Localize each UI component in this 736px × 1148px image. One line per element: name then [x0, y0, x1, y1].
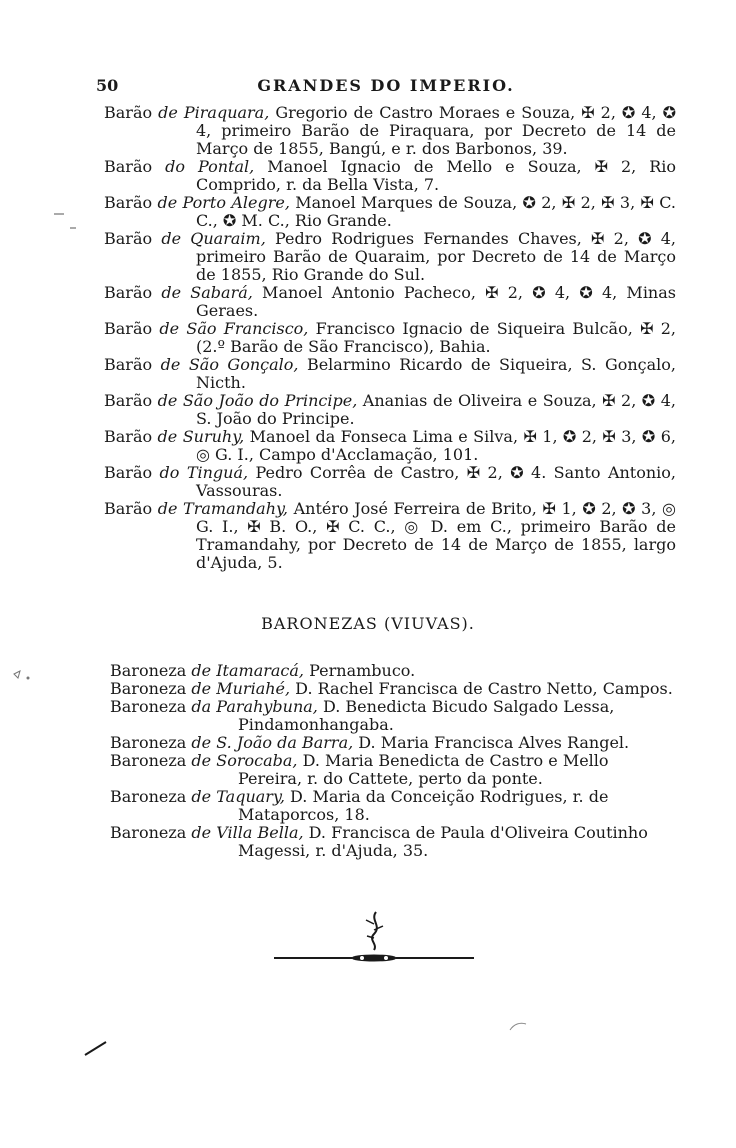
entry-prefix: Baroneza [110, 823, 187, 842]
entry-title: Pontal, [198, 157, 255, 176]
entry-preposition: de [191, 679, 212, 698]
entry-prefix: Barão [104, 391, 153, 410]
entry-prefix: Baroneza [110, 697, 187, 716]
entry [110, 698, 676, 734]
entry [104, 230, 676, 284]
entry-preposition: de [191, 733, 212, 752]
entry-title: Tramandahy, [183, 499, 288, 518]
entry-prefix: Barão [104, 319, 153, 338]
entry-title: Suruhy, [182, 427, 245, 446]
section-title: BARONEZAS (VIUVAS). [261, 614, 475, 633]
entry-preposition: de [159, 319, 180, 338]
entry [110, 788, 676, 824]
entry [104, 428, 676, 464]
entry-prefix: Barão [104, 283, 153, 302]
entry [110, 662, 676, 680]
entry-title: São João do Principe, [182, 391, 358, 410]
entry-title: Tinguá, [186, 463, 249, 482]
entry [110, 824, 676, 860]
entry-text: Pedro Rodrigues Fernandes Chaves, ✠ 2, ✪ 4, primeiro Barão de Quaraim, por Decreto de 14 de Março de 1855, Rio Grande do Sul. [196, 229, 676, 284]
entry [104, 500, 676, 572]
entry-title: S. João da Barra, [216, 733, 354, 752]
entry-preposition: de [161, 283, 182, 302]
entry [104, 392, 676, 428]
entry-prefix: Barão [104, 463, 153, 482]
entry-text: D. Maria Francisca Alves Rangel. [353, 733, 630, 752]
entry-prefix: Barão [104, 229, 153, 248]
entry-text: D. Maria Benedicta de Castro e Mello Pereira, r. do Cattete, perto da ponte. [238, 751, 609, 788]
entry-prefix: Barão [104, 103, 153, 122]
entry-prefix: Barão [104, 193, 153, 212]
entry-title: Itamaracá, [216, 661, 305, 680]
entry-title: São Gonçalo, [188, 355, 299, 374]
entry-prefix: Baroneza [110, 679, 187, 698]
entry-text: Manoel Ignacio de Mello e Souza, ✠ 2, Rio Comprido, r. da Bella Vista, 7. [196, 157, 677, 194]
entry [104, 464, 676, 500]
entry-title: Villa Bella, [216, 823, 304, 842]
entry-title: Sorocaba, [216, 751, 298, 770]
entry-prefix: Barão [104, 157, 153, 176]
entry-preposition: do [159, 463, 180, 482]
baroes-list [104, 104, 676, 572]
entry-prefix: Baroneza [110, 733, 187, 752]
entry-title: Quaraim, [190, 229, 266, 248]
entry-prefix: Barão [104, 355, 153, 374]
baronezas-list [110, 662, 676, 860]
entry-title: Piraquara, [183, 103, 270, 122]
entry-preposition: de [157, 499, 178, 518]
entry-title: Taquary, [216, 787, 285, 806]
entry-text: Manoel Marques de Souza, ✪ 2, ✠ 2, ✠ 3, ✠ C. C., ✪ M. C., Rio Grande. [196, 193, 677, 230]
entry-preposition: de [191, 661, 212, 680]
entry-prefix: Baroneza [110, 787, 187, 806]
entry-preposition: de [161, 229, 182, 248]
entry-title: Parahybuna, [216, 697, 318, 716]
entry-text: D. Francisca de Paula d'Oliveira Coutinho Magessi, r. d'Ajuda, 35. [238, 823, 648, 860]
entry-text: Pedro Corrêa de Castro, ✠ 2, ✪ 4. Santo Antonio, Vassouras. [196, 463, 677, 500]
entry-title: São Francisco, [186, 319, 309, 338]
entry-preposition: de [191, 787, 212, 806]
entry-text: Manoel da Fonseca Lima e Silva, ✠ 1, ✪ 2, ✠ 3, ✪ 6, ◎ G. I., Campo d'Acclamação, 101. [196, 427, 676, 464]
entry-text: Antéro José Ferreira de Brito, ✠ 1, ✪ 2, ✪ 3, ◎ G. I., ✠ B. O., ✠ C. C., ◎ D. em C., primeiro Barão de Tramandahy, por Decreto de 14 de Março de 1855, largo d'Ajuda, 5. [196, 499, 676, 572]
entry-text: D. Maria da Conceição Rodrigues, r. de Mataporcos, 18. [238, 787, 609, 824]
entry-text: Belarmino Ricardo de Siqueira, S. Gonçalo, Nicth. [196, 355, 677, 392]
entry-preposition: de [191, 751, 212, 770]
entry [104, 194, 676, 230]
entry-prefix: Baroneza [110, 751, 187, 770]
entry-preposition: de [157, 193, 178, 212]
entry-preposition: de [157, 427, 178, 446]
stray-pen-mark [508, 1020, 528, 1032]
entry-prefix: Barão [104, 427, 153, 446]
entry-preposition: de [160, 355, 181, 374]
entry-title: Muriahé, [216, 679, 291, 698]
running-title: GRANDES DO IMPERIO. [257, 76, 515, 95]
entry-preposition: da [191, 697, 212, 716]
entry-text: D. Rachel Francisca de Castro Netto, Campos. [290, 679, 673, 698]
entry [110, 734, 676, 752]
entry-text: Pernambuco. [304, 661, 416, 680]
margin-mark [52, 210, 80, 230]
entry [104, 158, 676, 194]
entry-preposition: do [165, 157, 185, 176]
stray-pen-mark [84, 1040, 108, 1056]
entry-preposition: de [157, 391, 178, 410]
entry-preposition: de [191, 823, 212, 842]
page-number: 50 [96, 76, 119, 95]
stray-ink-mark [12, 668, 34, 684]
entry [104, 320, 676, 356]
entry-title: Porto Alegre, [182, 193, 290, 212]
entry [110, 752, 676, 788]
entry [104, 284, 676, 320]
entry [104, 104, 676, 158]
entry-text: D. Benedicta Bicudo Salgado Lessa, Pindamonhangaba. [238, 697, 615, 734]
entry-preposition: de [158, 103, 178, 122]
entry-text: Francisco Ignacio de Siqueira Bulcão, ✠ 2, (2.º Barão de São Francisco), Bahia. [196, 319, 677, 356]
entry-prefix: Barão [104, 499, 153, 518]
entry-text: Ananias de Oliveira e Souza, ✠ 2, ✪ 4, S. João do Principe. [196, 391, 676, 428]
tailpiece-ornament [274, 906, 474, 966]
page-header [96, 76, 676, 100]
entry [110, 680, 676, 698]
entry-text: Gregorio de Castro Moraes e Souza, ✠ 2, ✪ 4, ✪ 4, primeiro Barão de Piraquara, por Decreto de 14 de Março de 1855, Bangú, e r. dos Barbonos, 39. [196, 103, 676, 158]
entry-text: Manoel Antonio Pacheco, ✠ 2, ✪ 4, ✪ 4, Minas Geraes. [196, 283, 676, 320]
entry-prefix: Baroneza [110, 661, 187, 680]
entry-title: Sabará, [190, 283, 253, 302]
entry [104, 356, 676, 392]
